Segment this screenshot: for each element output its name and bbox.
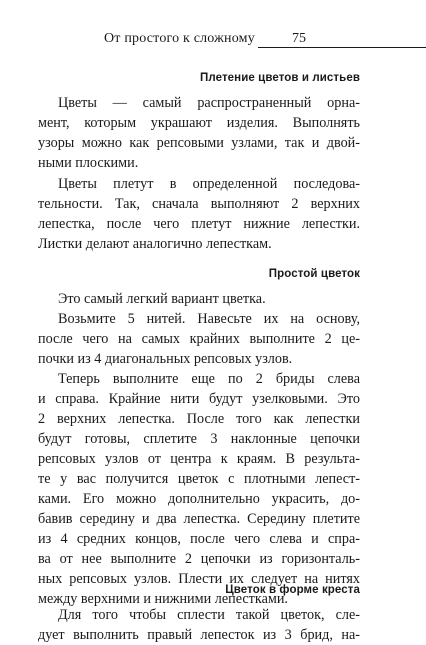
- text-line: будут готовы, сплетите 3 наклонные цепочки: [38, 431, 360, 447]
- text-line: Листки делают аналогично лепесткам.: [38, 236, 272, 252]
- paragraph: [38, 289, 360, 309]
- text-line: 2 верхних лепестка. После того как лепестки: [38, 411, 360, 427]
- paragraph: [38, 369, 360, 609]
- text-line: мент, которым украшают изделия. Выполнять: [38, 115, 360, 131]
- text-line: Для того чтобы сплести такой цветок, сле-: [58, 607, 360, 623]
- text-line: дует выполнить правый лепесток из 3 брид, на-: [38, 627, 360, 643]
- text-line: Возьмите 5 нитей. Навесьте их на основу,: [58, 311, 360, 327]
- running-title: От простого к сложному: [104, 31, 255, 46]
- paragraph: [38, 174, 360, 254]
- paragraph: [38, 309, 360, 369]
- text-line: ва от нее выполните 2 цепочки из горизонталь-: [38, 551, 360, 567]
- text-line: между верхними и нижними лепестками.: [38, 591, 288, 607]
- section-heading-flowers-leaves: Плетение цветов и листьев: [199, 72, 360, 84]
- text-line: репсовых узлов от центра к краям. В результа-: [38, 451, 360, 467]
- text-line: бавив середину и два лепестка. Середину плетите: [38, 511, 360, 527]
- text-line: почки из 4 диагональных репсовых узлов.: [38, 351, 293, 367]
- text-line: из 4 средних концов, после чего слева и спра-: [38, 531, 360, 547]
- text-line: узоры можно как репсовыми узлами, так и двой-: [38, 135, 360, 151]
- paragraph: [38, 93, 360, 173]
- text-line: ными плоскими.: [38, 155, 139, 171]
- text-line: лепестка, после чего плетут нижние лепестки.: [38, 216, 360, 232]
- text-line: и справа. Крайние нити будут узелковыми. Это: [38, 391, 360, 407]
- text-line: после чего на самых крайних выполните 2 це-: [38, 331, 360, 347]
- page-number: 75: [292, 31, 306, 46]
- text-line: ных репсовых узлов. Плести их следует на нитях: [38, 571, 360, 587]
- text-line: Это самый легкий вариант цветка.: [58, 291, 266, 307]
- text-line: те у вас получится цветок с плотными лепест-: [38, 471, 360, 487]
- section-heading-cross-flower: Цветок в форме креста: [225, 584, 360, 596]
- paragraph: [38, 605, 360, 645]
- text-line: тельности. Так, сначала выполняют 2 верхних: [38, 196, 360, 212]
- header-rule: [258, 47, 426, 48]
- page-header: [0, 0, 426, 50]
- section-heading-simple-flower: Простой цветок: [268, 268, 360, 280]
- text-line: ками. Его можно дополнительно украсить, до-: [38, 491, 360, 507]
- text-line: Теперь выполните еще по 2 бриды слева: [58, 371, 360, 387]
- text-line: Цветы — самый распространенный орна-: [58, 95, 360, 111]
- text-line: Цветы плетут в определенной последова-: [58, 176, 360, 192]
